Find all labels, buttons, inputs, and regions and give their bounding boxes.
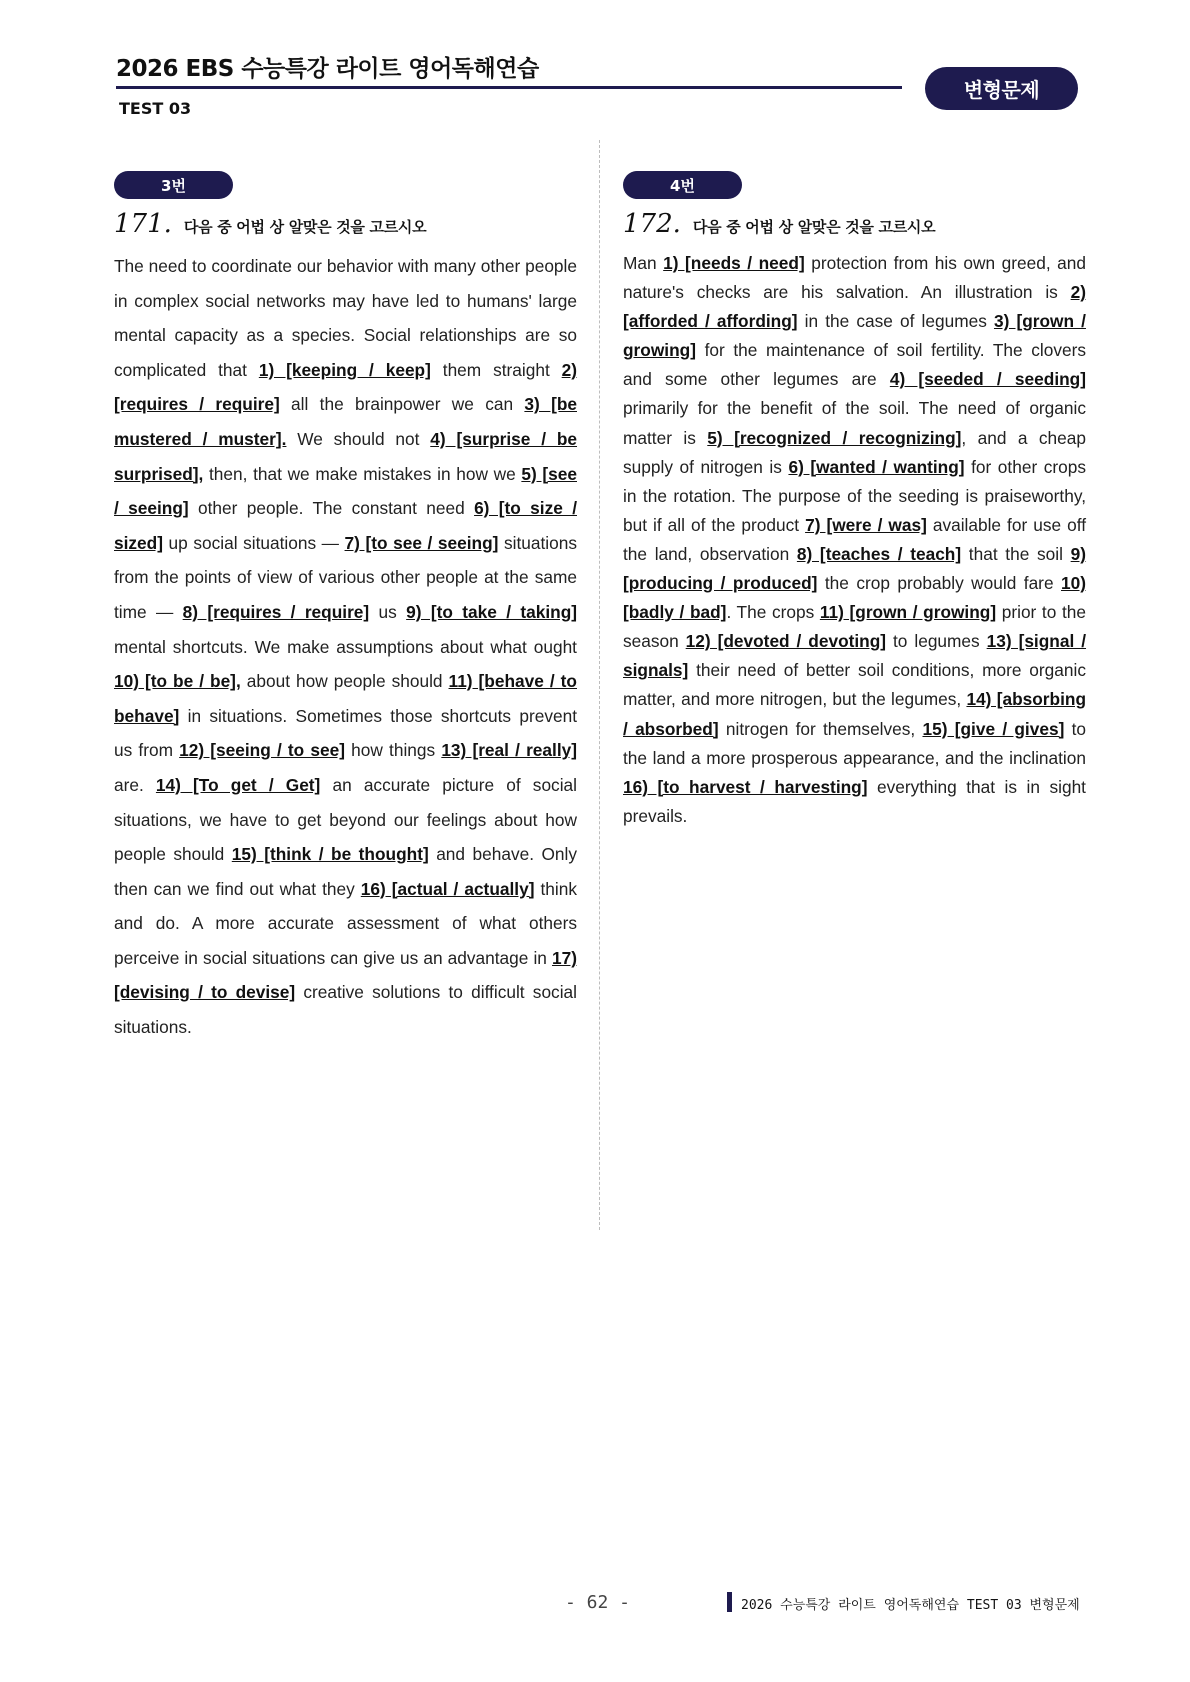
answer-choice-blank: 11) [behave / to behave] bbox=[114, 671, 577, 726]
answer-choice-blank: 9) [producing / produced] bbox=[623, 543, 1087, 594]
answer-choice-blank: 10) [to be / be], bbox=[114, 671, 241, 692]
question-source-badge: 3번 bbox=[114, 171, 233, 199]
passage-text: Man 1) [needs / need] protection from his own greed, and nature's checks are his salvation. An illustration is 2) [afforded / affording] in the case of legumes 3) [grown / growing] for the maintenance of soil fertility. The clovers and some other legumes are 4) [seeded / seeding] primarily for the benefit of the soil. The need of organic matter is 5) [recognized / recognizing], and a cheap supply of nitrogen is 6) [wanted / wanting] for other crops in the rotation. The purpose of the seeding is praiseworthy, but if all of the product 7) [were / was] available for use off the land, observation 8) [teaches / teach] that the soil 9) [producing / produced] the crop probably would fare 10) [badly / bad]. The crops 11) [grown / growing] prior to the season 12) [devoted / devoting] to legumes 13) [signal / signals] their need of better soil conditions, more organic matter, and more nitrogen, but the legumes, 14) [absorbing / absorbed] nitrogen for themselves, 15) [give / gives] to the land a more prosperous appearance, and the inclination 16) [to harvest / harvesting] everything that is in sight prevails. bbox=[623, 253, 1087, 826]
header-rule bbox=[116, 86, 902, 89]
answer-choice-blank: 14) [absorbing / absorbed] bbox=[623, 689, 1086, 739]
answer-choice-blank: 2) [afforded / affording] bbox=[623, 282, 1086, 332]
document-title: 2026 EBS 수능특강 라이트 영어독해연습 bbox=[116, 56, 539, 82]
question-header bbox=[114, 209, 577, 239]
answer-choice-blank: 14) [To get / Get] bbox=[155, 774, 321, 795]
question-header bbox=[623, 209, 1086, 239]
question-172 bbox=[623, 171, 1086, 831]
answer-choice-blank: 12) [seeing / to see] bbox=[179, 740, 345, 761]
question-171 bbox=[114, 171, 577, 1045]
answer-choice-blank: 10) [badly / bad] bbox=[623, 573, 1086, 623]
answer-choice-blank: 13) [real / really] bbox=[441, 740, 577, 761]
question-instruction: 다음 중 어법 상 알맞은 것을 고르시오 bbox=[692, 218, 936, 236]
question-source-badge: 4번 bbox=[623, 171, 742, 199]
answer-choice-blank: 1) [needs / need] bbox=[663, 253, 805, 273]
answer-choice-blank: 9) [to take / taking] bbox=[406, 601, 578, 622]
footer-accent-bar bbox=[727, 1592, 732, 1612]
answer-choice-blank: 1) [keeping / keep] bbox=[258, 359, 431, 380]
answer-choice-blank: 6) [to size / sized] bbox=[114, 498, 577, 553]
answer-choice-blank: 3) [grown / growing] bbox=[623, 311, 1086, 361]
answer-choice-blank: 12) [devoted / devoting] bbox=[685, 631, 887, 652]
page-number: - 62 - bbox=[565, 1592, 631, 1613]
answer-choice-blank: 13) [signal / signals] bbox=[623, 631, 1087, 681]
answer-choice-blank: 6) [wanted / wanting] bbox=[788, 456, 965, 477]
question-number: 171. bbox=[114, 209, 172, 239]
answer-choice-blank: 8) [requires / require] bbox=[182, 601, 370, 622]
answer-choice-blank: 11) [grown / growing] bbox=[819, 602, 997, 623]
answer-choice-blank: 16) [to harvest / harvesting] bbox=[623, 776, 868, 797]
answer-choice-blank: 16) [actual / actually] bbox=[360, 878, 535, 899]
answer-choice-blank: 15) [think / be thought] bbox=[231, 844, 429, 865]
answer-choice-blank: 5) [see / seeing] bbox=[114, 463, 577, 519]
footer-text: 2026 수능특강 라이트 영어독해연습 TEST 03 변형문제 bbox=[741, 1598, 1080, 1613]
answer-choice-blank: 7) [to see / seeing] bbox=[344, 532, 499, 553]
answer-choice-blank: 17) [devising / to devise] bbox=[114, 947, 577, 1003]
answer-choice-blank: 4) [seeded / seeding] bbox=[889, 369, 1086, 390]
answer-choice-blank: 7) [were / was] bbox=[805, 514, 927, 535]
answer-choice-blank: 4) [surprise / be surprised], bbox=[114, 428, 578, 484]
answer-choice-blank: 3) [be mustered / muster]. bbox=[114, 394, 577, 449]
answer-choice-blank: 15) [give / gives] bbox=[922, 718, 1065, 739]
variant-badge: 변형문제 bbox=[925, 67, 1078, 110]
question-instruction: 다음 중 어법 상 알맞은 것을 고르시오 bbox=[183, 218, 427, 236]
question-number: 172. bbox=[623, 209, 681, 239]
passage-text: The need to coordinate our behavior with many other people in complex social networks may have led to humans' large mental capacity as a species. Social relationships are so complicated that 1) [keeping / keep] them straight 2) [requires / require] all the brainpower we can 3) [be mustered / muster]. We should not 4) [surprise / be surprised], then, that we make mistakes in how we 5) [see / seeing] other people. The constant need 6) [to size / sized] up social situations — 7) [to see / seeing] situations from the points of view of various other people at the same time — 8) [requires / require] us 9) [to take / taking] mental shortcuts. We make assumptions about what ought 10) [to be / be], about how people should 11) [behave / to behave] in situations. Sometimes those shortcuts prevent us from 12) [seeing / to see] how things 13) [real / really] are. 14) [To get / Get] an accurate picture of social situations, we have to get beyond our feelings about how people should 15) [think / be thought] and behave. Only then can we find out what they 16) [actual / actually] think and do. A more accurate assessment of what others perceive in social situations can give us an advantage in 17) [devising / to devise] creative solutions to difficult social situations. bbox=[114, 256, 578, 1038]
answer-choice-blank: 5) [recognized / recognizing] bbox=[707, 427, 962, 448]
column-divider bbox=[599, 140, 600, 1230]
test-label: TEST 03 bbox=[119, 99, 192, 118]
answer-choice-blank: 2) [requires / require] bbox=[114, 359, 578, 415]
answer-choice-blank: 8) [teaches / teach] bbox=[796, 543, 962, 564]
